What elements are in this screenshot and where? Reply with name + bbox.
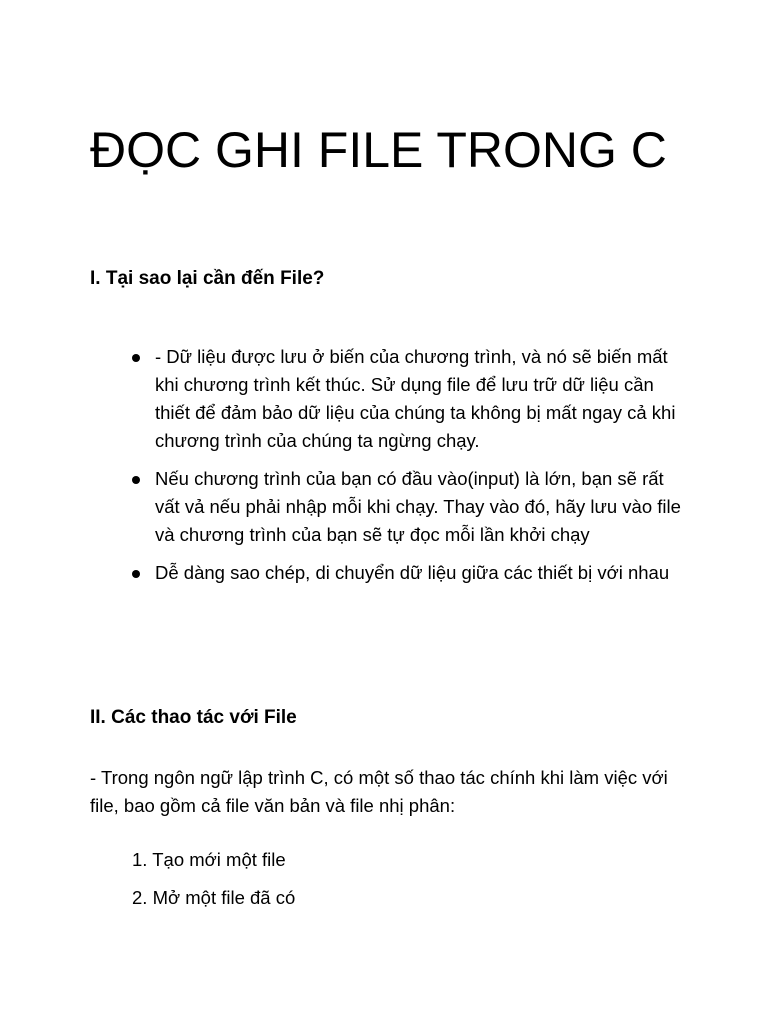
list-item: 1. Tạo mới một file — [132, 849, 286, 870]
list-item — [130, 343, 690, 455]
list-item-text: - Dữ liệu được lưu ở biến của chương trình, và nó sẽ biến mất khi chương trình kết thúc. Sử dụng file để lưu trữ dữ liệu cần thiết để đảm bảo dữ liệu của chúng ta không bị mất ngay cả khi chương trình của chúng ta ngừng chạy. — [155, 346, 676, 451]
page-title: ĐỌC GHI FILE TRONG C — [90, 122, 667, 178]
section-heading-file-operations: II. Các thao tác với File — [90, 707, 297, 728]
list-item: 2. Mở một file đã có — [132, 887, 296, 908]
intro-paragraph: - Trong ngôn ngữ lập trình C, có một số thao tác chính khi làm việc với file, bao gồm cả file văn bản và file nhị phân: — [90, 767, 668, 816]
list-item-text: Nếu chương trình của bạn có đầu vào(input) là lớn, bạn sẽ rất vất vả nếu phải nhập mỗi khi chạy. Thay vào đó, hãy lưu vào file và chương trình của bạn sẽ tự đọc mỗi lần khởi chạy — [155, 468, 681, 545]
list-item — [130, 559, 690, 587]
bullet-dot-icon — [132, 570, 140, 578]
bullet-list-reasons — [130, 343, 690, 587]
list-item — [130, 465, 690, 549]
bullet-dot-icon — [132, 354, 140, 362]
section-heading-why-files: I. Tại sao lại cần đến File? — [90, 268, 325, 289]
list-item-text: Dễ dàng sao chép, di chuyển dữ liệu giữa các thiết bị với nhau — [155, 562, 670, 583]
bullet-dot-icon — [132, 476, 140, 484]
numbered-list-operations — [132, 846, 295, 912]
